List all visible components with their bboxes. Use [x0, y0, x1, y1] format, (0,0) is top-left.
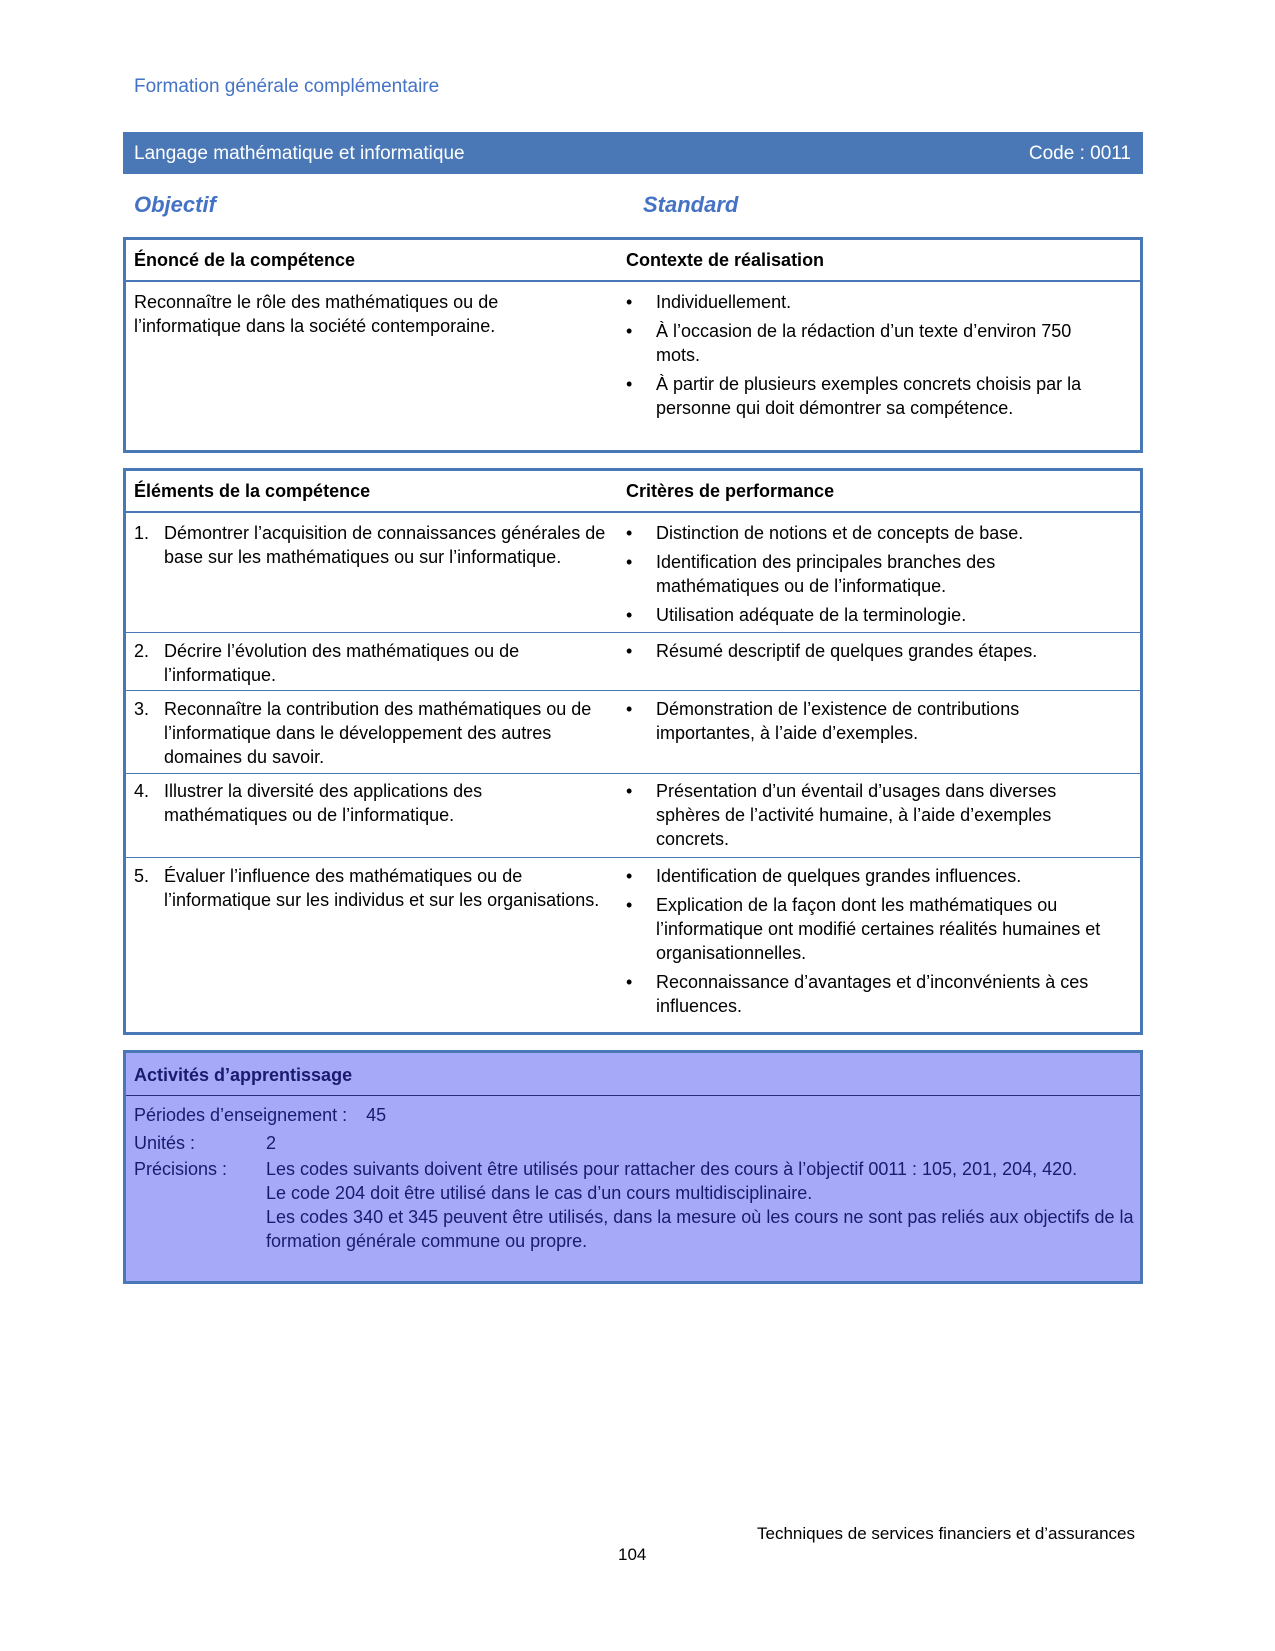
element-row [134, 697, 609, 769]
elements-box [123, 468, 1143, 1035]
activities-box [123, 1050, 1143, 1284]
criteria-item: • Identification des principales branches des mathématiques ou de l’informatique. [626, 550, 1116, 598]
activities-title: Activités d’apprentissage [134, 1065, 353, 1085]
competence-statement-header: Énoncé de la compétence [134, 250, 356, 270]
element-number: 3. [134, 699, 150, 719]
criteria-item: • Identification de quelques grandes influences. [626, 864, 1116, 888]
criteria-item: • Démonstration de l’existence de contributions importantes, à l’aide d’exemples. [626, 697, 1116, 745]
criteria-item: • Résumé descriptif de quelques grandes étapes. [626, 639, 1116, 663]
context-list [626, 290, 1116, 425]
context-item: • Individuellement. [626, 290, 1116, 314]
context-item: • À partir de plusieurs exemples concrets choisis par la personne qui doit démontrer sa compétence. [626, 372, 1116, 420]
element-number: 2. [134, 641, 150, 661]
element-text: Démontrer l’acquisition de connaissances générales de base sur les mathématiques ou sur l’informatique. [164, 523, 606, 567]
criteria-header: Critères de performance [626, 481, 835, 501]
footer-program: Techniques de services financiers et d’assurances [757, 1524, 1135, 1543]
element-row [134, 639, 609, 687]
criteria-item: • Explication de la façon dont les mathématiques ou l’informatique ont modifié certaines réalités humaines et organisationnelles. [626, 893, 1116, 965]
criteria-list [626, 521, 1116, 632]
course-title: Langage mathématique et informatique [134, 143, 465, 164]
periods-value: 45 [366, 1105, 387, 1125]
context-item: • À l’occasion de la rédaction d’un texte d’environ 750 mots. [626, 319, 1116, 367]
element-row [134, 864, 609, 912]
criteria-list [626, 639, 1116, 668]
element-text: Décrire l’évolution des mathématiques ou de l’informatique. [164, 641, 520, 685]
standard-label: Standard [643, 192, 739, 217]
precisions-label: Précisions : [134, 1159, 228, 1179]
criteria-item: • Présentation d’un éventail d’usages dans diverses sphères de l’activité humaine, à l’aide d’exemples concrets. [626, 779, 1116, 851]
criteria-list [626, 864, 1116, 1023]
section-header: Formation générale complémentaire [134, 76, 440, 97]
objective-label: Objectif [134, 192, 216, 217]
units-label: Unités : [134, 1133, 196, 1153]
precision-line: Les codes 340 et 345 peuvent être utilisés, dans la mesure où les cours ne sont pas reliés aux objectifs de la formation générale commune ou propre. [266, 1207, 1134, 1251]
precisions-text [266, 1157, 1136, 1253]
element-text: Évaluer l’influence des mathématiques ou de l’informatique sur les individus et sur les organisations. [164, 866, 600, 910]
periods-label: Périodes d’enseignement : 45 [134, 1105, 387, 1125]
units-value: 2 [266, 1133, 277, 1153]
element-row [134, 779, 609, 827]
element-number: 4. [134, 781, 150, 801]
precision-line: Le code 204 doit être utilisé dans le cas d’un cours multidisciplinaire. [266, 1183, 813, 1203]
context-header: Contexte de réalisation [626, 250, 825, 270]
course-code: Code : 0011 [1028, 143, 1131, 164]
course-title-bar [123, 132, 1143, 174]
criteria-list [626, 697, 1116, 750]
elements-header: Éléments de la compétence [134, 481, 371, 501]
criteria-item: • Utilisation adéquate de la terminologie. [626, 603, 1116, 627]
precision-line: Les codes suivants doivent être utilisés pour rattacher des cours à l’objectif 0011 : 105, 201, 204, 420. [266, 1159, 1078, 1179]
criteria-list [626, 779, 1116, 856]
criteria-item: • Distinction de notions et de concepts de base. [626, 521, 1116, 545]
competence-statement: Reconnaître le rôle des mathématiques ou de l’informatique dans la société contemporaine. [134, 292, 499, 336]
element-text: Reconnaître la contribution des mathématiques ou de l’informatique dans le développement des autres domaines du savoir. [164, 699, 592, 767]
page-number: 104 [618, 1545, 647, 1564]
element-number: 5. [134, 866, 150, 886]
element-number: 1. [134, 523, 150, 543]
criteria-item: • Reconnaissance d’avantages et d’inconvénients à ces influences. [626, 970, 1116, 1018]
competence-box [123, 237, 1143, 453]
element-row [134, 521, 609, 569]
element-text: Illustrer la diversité des applications des mathématiques ou de l’informatique. [164, 781, 483, 825]
